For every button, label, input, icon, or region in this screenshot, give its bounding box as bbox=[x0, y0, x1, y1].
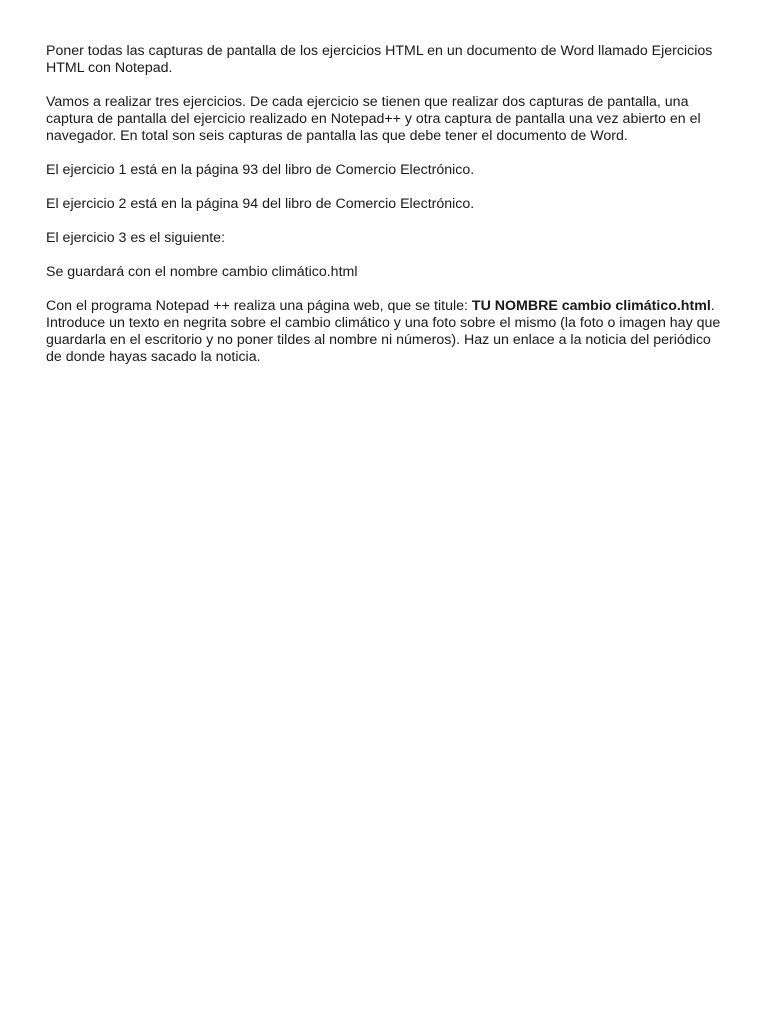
task-title-bold: TU NOMBRE cambio climático.html bbox=[471, 298, 711, 314]
paragraph-exercise-3: El ejercicio 3 es el siguiente: bbox=[46, 230, 226, 246]
paragraph-exercise-2: El ejercicio 2 está en la página 94 del libro de Comercio Electrónico. bbox=[46, 196, 475, 212]
task-rest-text: . Introduce un texto en negrita sobre el cambio climático y una foto sobre el mismo (la foto o imagen hay que guardarla en el escritorio y no poner tildes al nombre ni números). Haz un enlace a la noticia del periódico de donde hayas sacado la noticia. bbox=[46, 298, 721, 365]
paragraph-notepad-task bbox=[46, 298, 726, 366]
paragraph-exercise-1: El ejercicio 1 está en la página 93 del libro de Comercio Electrónico. bbox=[46, 162, 475, 178]
paragraph-three-exercises: Vamos a realizar tres ejercicios. De cada ejercicio se tienen que realizar dos capturas de pantalla, una captura de pantalla del ejercicio realizado en Notepad++ y otra captura de pantalla una vez abierto en el navegador. En total son seis capturas de pantalla las que debe tener el documento de Word. bbox=[46, 94, 701, 144]
task-intro-text: Con el programa Notepad ++ realiza una página web, que se titule: bbox=[46, 298, 472, 314]
paragraph-instructions-word: Poner todas las capturas de pantalla de los ejercicios HTML en un documento de Word llamado Ejercicios HTML con Notepad. bbox=[46, 43, 713, 76]
paragraph-save-name: Se guardará con el nombre cambio climático.html bbox=[46, 264, 358, 280]
document-body bbox=[46, 43, 726, 383]
